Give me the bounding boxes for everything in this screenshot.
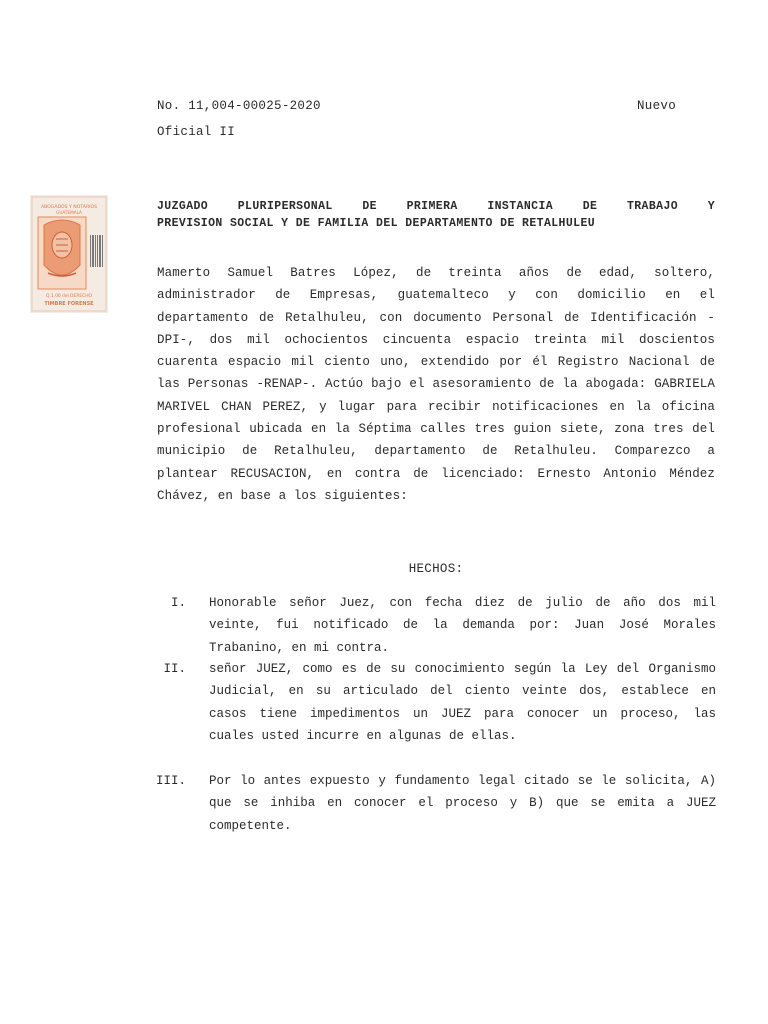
hechos-title: HECHOS:: [408, 562, 464, 576]
hechos-item-text: Por lo antes expuesto y fundamento legal citado se le solicita, A) que se inhiba en conocer el proceso y B) que se emita a JUEZ competente.: [209, 774, 716, 833]
stamp-bottom-text: Q.1.00 del DERECHO: [46, 294, 92, 299]
hechos-item-number: III.: [155, 774, 186, 788]
case-number: No. 11,004-00025-2020: [157, 99, 321, 113]
hechos-item-number: II.: [163, 662, 186, 676]
stamp-top-text: ABOGADOS Y NOTARIOS: [40, 205, 98, 210]
petition-paragraph: Mamerto Samuel Batres López, de treinta años de edad, soltero, administrador de Empresas, guatemalteco y con domicilio en el departamento de Retalhuleu, con documento Personal de Identificación -DPI-, dos mil ochocientos cincuenta espacio treinta mil doscientos cuarenta espacio mil ciento uno, extendido por él Registro Nacional de las Personas -RENAP-. Actúo bajo el asesoramiento de la abogada: GABRIELA MARIVEL CHAN PEREZ, y lugar para recibir notificaciones en la oficina profesional ubicada en la Séptima calles tres guion siete, zona tres del municipio de Retalhuleu, departamento de Retalhuleu. Comparezco a plantear RECUSACION, en contra de licenciado: Ernesto Antonio Méndez Chávez, en base a los siguientes:: [157, 266, 715, 503]
hechos-item-text: Honorable señor Juez, con fecha diez de julio de año dos mil veinte, fui notificado de la demanda por: Juan José Morales Trabanino, en mi contra.: [209, 596, 716, 655]
stamp-graphic: [30, 195, 108, 313]
hechos-item-number: I.: [170, 596, 186, 610]
court-heading-line-1: JUZGADO PLURIPERSONAL DE PRIMERA INSTANCIA DE TRABAJO Y: [157, 200, 715, 213]
office-label: Oficial II: [157, 125, 236, 139]
stamp-bottom-text-2: TIMBRE FORENSE: [44, 301, 94, 307]
hechos-item-text: señor JUEZ, como es de su conocimiento según la Ley del Organismo Judicial, en su articulado del ciento veinte dos, establece en casos tiene impedimentos un JUEZ para conocer un proceso, las cuales usted incurre en algunas de ellas.: [209, 662, 716, 743]
court-heading: [157, 198, 715, 232]
stamp-top-text-2: GUATEMALA: [56, 210, 82, 215]
forensic-stamp: [30, 195, 108, 313]
court-heading-line-2: PREVISION SOCIAL Y DE FAMILIA DEL DEPARTAMENTO DE RETALHULEU: [157, 217, 596, 230]
status-label: Nuevo: [637, 99, 677, 113]
